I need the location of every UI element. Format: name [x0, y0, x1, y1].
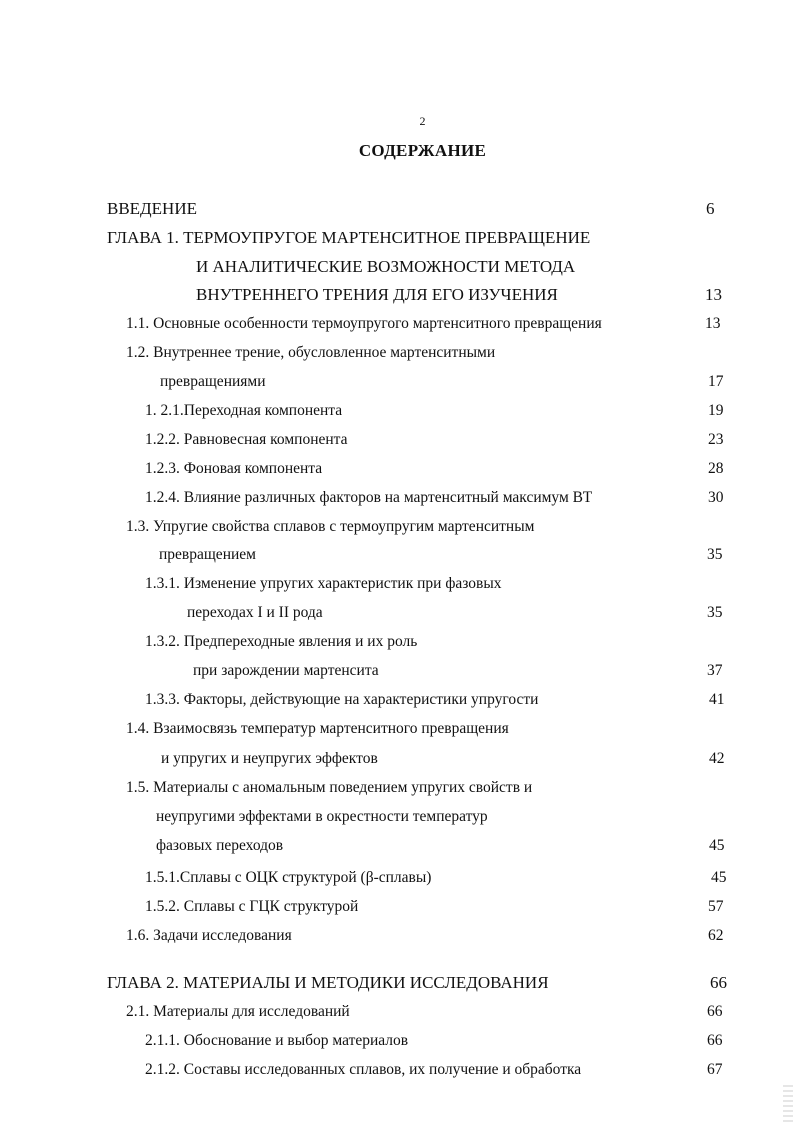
toc-entry-text: ГЛАВА 2. МАТЕРИАЛЫ И МЕТОДИКИ ИССЛЕДОВАНИЯ: [107, 973, 549, 992]
toc-entry-page: 19: [708, 402, 724, 419]
toc-entry-text: 1.2. Внутреннее трение, обусловленное мартенситными: [126, 344, 496, 361]
toc-entry-text: 1.2.4. Влияние различных факторов на мартенситный максимум ВТ: [145, 489, 593, 506]
toc-entry-text: при зарождении мартенсита: [193, 662, 379, 679]
toc-entry-text: 1. 2.1.Переходная компонента: [145, 402, 343, 419]
toc-entry-page: 66: [710, 973, 727, 992]
toc-entry-page: 23: [708, 431, 724, 448]
toc-entry-text: 1.4. Взаимосвязь температур мартенситного превращения: [126, 720, 509, 737]
toc-entry-page: 45: [711, 869, 727, 886]
toc-entry-page: 28: [708, 460, 724, 477]
toc-entry-page: 42: [709, 750, 725, 767]
toc-entry-text: 2.1. Материалы для исследований: [126, 1003, 350, 1020]
toc-entry-page: 37: [707, 662, 723, 679]
toc-entry-text: переходах I и II рода: [187, 604, 323, 621]
toc-entry-text: 1.1. Основные особенности термоупругого мартенситного превращения: [126, 315, 602, 332]
toc-entry-text: 1.5.1.Сплавы с ОЦК структурой (β-сплавы): [145, 869, 432, 886]
toc-entry-text: 1.3.2. Предпереходные явления и их роль: [145, 633, 418, 650]
page-number: 2: [419, 114, 426, 128]
scan-edge-artifact: [783, 1082, 793, 1122]
toc-entry-text: превращениями: [160, 373, 266, 390]
toc-entry-page: 57: [708, 898, 724, 915]
toc-entry-page: 13: [705, 285, 722, 304]
toc-entry-text: и упругих и неупругих эффектов: [161, 750, 378, 767]
toc-entry-page: 45: [709, 837, 725, 854]
toc-entry-text: 1.3.3. Факторы, действующие на характеристики упругости: [145, 691, 539, 708]
toc-entry-text: 1.6. Задачи исследования: [126, 927, 292, 944]
toc-entry-text: 1.3.1. Изменение упругих характеристик при фазовых: [145, 575, 502, 592]
toc-entry-text: 2.1.2. Составы исследованных сплавов, их получение и обработка: [145, 1061, 582, 1078]
toc-entry-text: 1.2.3. Фоновая компонента: [145, 460, 323, 477]
toc-entry-text: ВНУТРЕННЕГО ТРЕНИЯ ДЛЯ ЕГО ИЗУЧЕНИЯ: [196, 285, 558, 304]
toc-entry-page: 35: [707, 604, 723, 621]
toc-entry-text: ВВЕДЕНИЕ: [107, 199, 197, 218]
toc-entry-text: 1.2.2. Равновесная компонента: [145, 431, 348, 448]
toc-entry-text: И АНАЛИТИЧЕСКИЕ ВОЗМОЖНОСТИ МЕТОДА: [196, 257, 576, 276]
toc-entry-page: 66: [707, 1032, 723, 1049]
toc-entry-page: 6: [706, 199, 715, 218]
toc-entry-text: 1.3. Упругие свойства сплавов с термоупругим мартенситным: [126, 518, 535, 535]
toc-entry-page: 35: [707, 546, 723, 563]
toc-entry-page: 13: [705, 315, 721, 332]
toc-entry-text: ГЛАВА 1. ТЕРМОУПРУГОЕ МАРТЕНСИТНОЕ ПРЕВРАЩЕНИЕ: [107, 228, 591, 247]
toc-entry-text: 1.5.2. Сплавы с ГЦК структурой: [145, 898, 359, 915]
toc-entry-page: 62: [708, 927, 724, 944]
toc-entry-text: превращением: [159, 546, 256, 563]
toc-entry-page: 41: [709, 691, 725, 708]
toc-entry-page: 67: [707, 1061, 723, 1078]
toc-entry-page: 66: [707, 1003, 723, 1020]
toc-entry-text: неупругими эффектами в окрестности температур: [156, 808, 488, 825]
toc-title: СОДЕРЖАНИЕ: [358, 141, 487, 160]
toc-entry-text: 2.1.1. Обоснование и выбор материалов: [145, 1032, 409, 1049]
toc-entry-page: 30: [708, 489, 724, 506]
toc-entry-text: 1.5. Материалы с аномальным поведением упругих свойств и: [126, 779, 533, 796]
toc-entry-page: 17: [708, 373, 724, 390]
toc-entry-text: фазовых переходов: [156, 837, 284, 854]
